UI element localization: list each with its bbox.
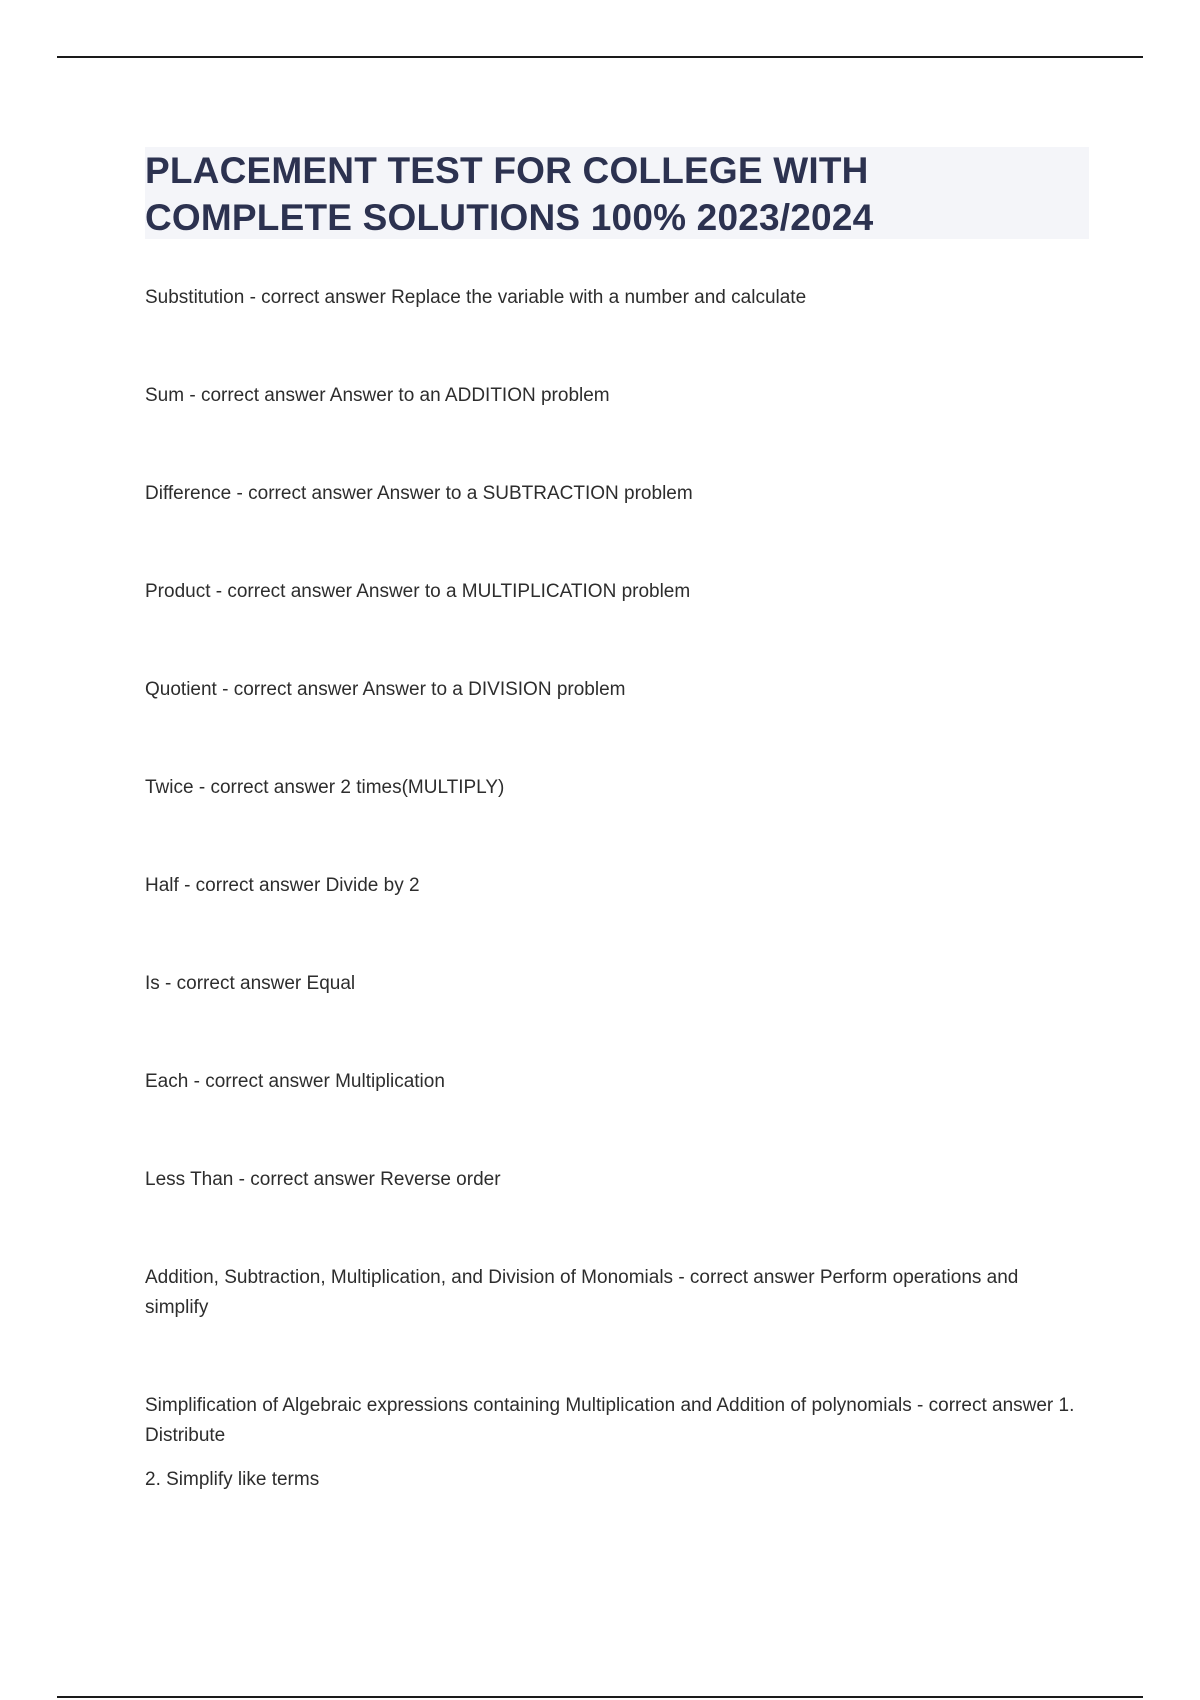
- qa-separator: - correct answer: [184, 385, 330, 406]
- qa-answer: Equal: [306, 973, 356, 994]
- qa-separator: - correct answer: [188, 1071, 336, 1092]
- qa-answer: Answer to a SUBTRACTION problem: [376, 483, 693, 504]
- qa-separator: - correct answer: [911, 1395, 1059, 1416]
- qa-separator: - correct answer: [159, 973, 307, 994]
- qa-answer: Answer to a DIVISION problem: [362, 679, 626, 700]
- qa-item-each: [145, 1067, 1085, 1097]
- qa-separator: - correct answer: [193, 777, 341, 798]
- title-line-2: COMPLETE SOLUTIONS 100% 2023/2024: [145, 197, 874, 238]
- qa-term: Quotient: [145, 679, 217, 700]
- qa-answer: Answer to a MULTIPLICATION problem: [356, 581, 691, 602]
- qa-item-is: [145, 969, 1085, 999]
- qa-answer: Perform operations and simplify: [145, 1267, 1019, 1318]
- document-title: [145, 147, 1089, 241]
- qa-term: Difference: [145, 483, 232, 504]
- qa-answer: Answer to an ADDITION problem: [329, 385, 610, 406]
- qa-item-substitution: [145, 283, 1085, 313]
- qa-term: Half: [145, 875, 179, 896]
- qa-separator: - correct answer: [216, 679, 363, 700]
- qa-term: Substitution: [145, 287, 245, 308]
- qa-answer: Replace the variable with a number and calculate: [391, 287, 807, 308]
- qa-list: [145, 283, 1085, 1514]
- qa-answer: 1. Distribute: [145, 1395, 1075, 1446]
- qa-item-difference: [145, 479, 1085, 509]
- qa-item-less-than: [145, 1165, 1085, 1195]
- qa-term: Is: [145, 973, 160, 994]
- qa-term: Product: [145, 581, 211, 602]
- qa-term: Twice: [145, 777, 194, 798]
- qa-answer: Reverse order: [380, 1169, 501, 1190]
- qa-item-polynomials: [145, 1391, 1085, 1451]
- qa-item-quotient: [145, 675, 1085, 705]
- qa-item-continuation: 2. Simplify like terms: [145, 1469, 320, 1490]
- qa-term: Each: [145, 1071, 189, 1092]
- qa-separator: - correct answer: [231, 483, 377, 504]
- qa-answer: Divide by 2: [325, 875, 420, 896]
- qa-item-sum: [145, 381, 1085, 411]
- top-rule: [57, 56, 1143, 58]
- qa-term: Simplification of Algebraic expressions containing Multiplication and Addition of polynomials: [145, 1395, 912, 1416]
- qa-item-product: [145, 577, 1085, 607]
- qa-term: Less Than: [145, 1169, 234, 1190]
- qa-item-twice: [145, 773, 1085, 803]
- bottom-rule: [57, 1696, 1143, 1698]
- qa-term: Addition, Subtraction, Multiplication, and Division of Monomials: [145, 1267, 674, 1288]
- title-line-1: PLACEMENT TEST FOR COLLEGE WITH: [145, 150, 869, 191]
- qa-separator: - correct answer: [233, 1169, 381, 1190]
- qa-separator: - correct answer: [210, 581, 357, 602]
- qa-item-half: [145, 871, 1085, 901]
- title-block: [145, 147, 1089, 239]
- qa-item-monomials: [145, 1263, 1085, 1323]
- qa-separator: - correct answer: [178, 875, 326, 896]
- qa-term: Sum: [145, 385, 185, 406]
- qa-separator: - correct answer: [244, 287, 392, 308]
- qa-answer: Multiplication: [335, 1071, 445, 1092]
- qa-separator: - correct answer: [673, 1267, 820, 1288]
- qa-answer: 2 times(MULTIPLY): [340, 777, 505, 798]
